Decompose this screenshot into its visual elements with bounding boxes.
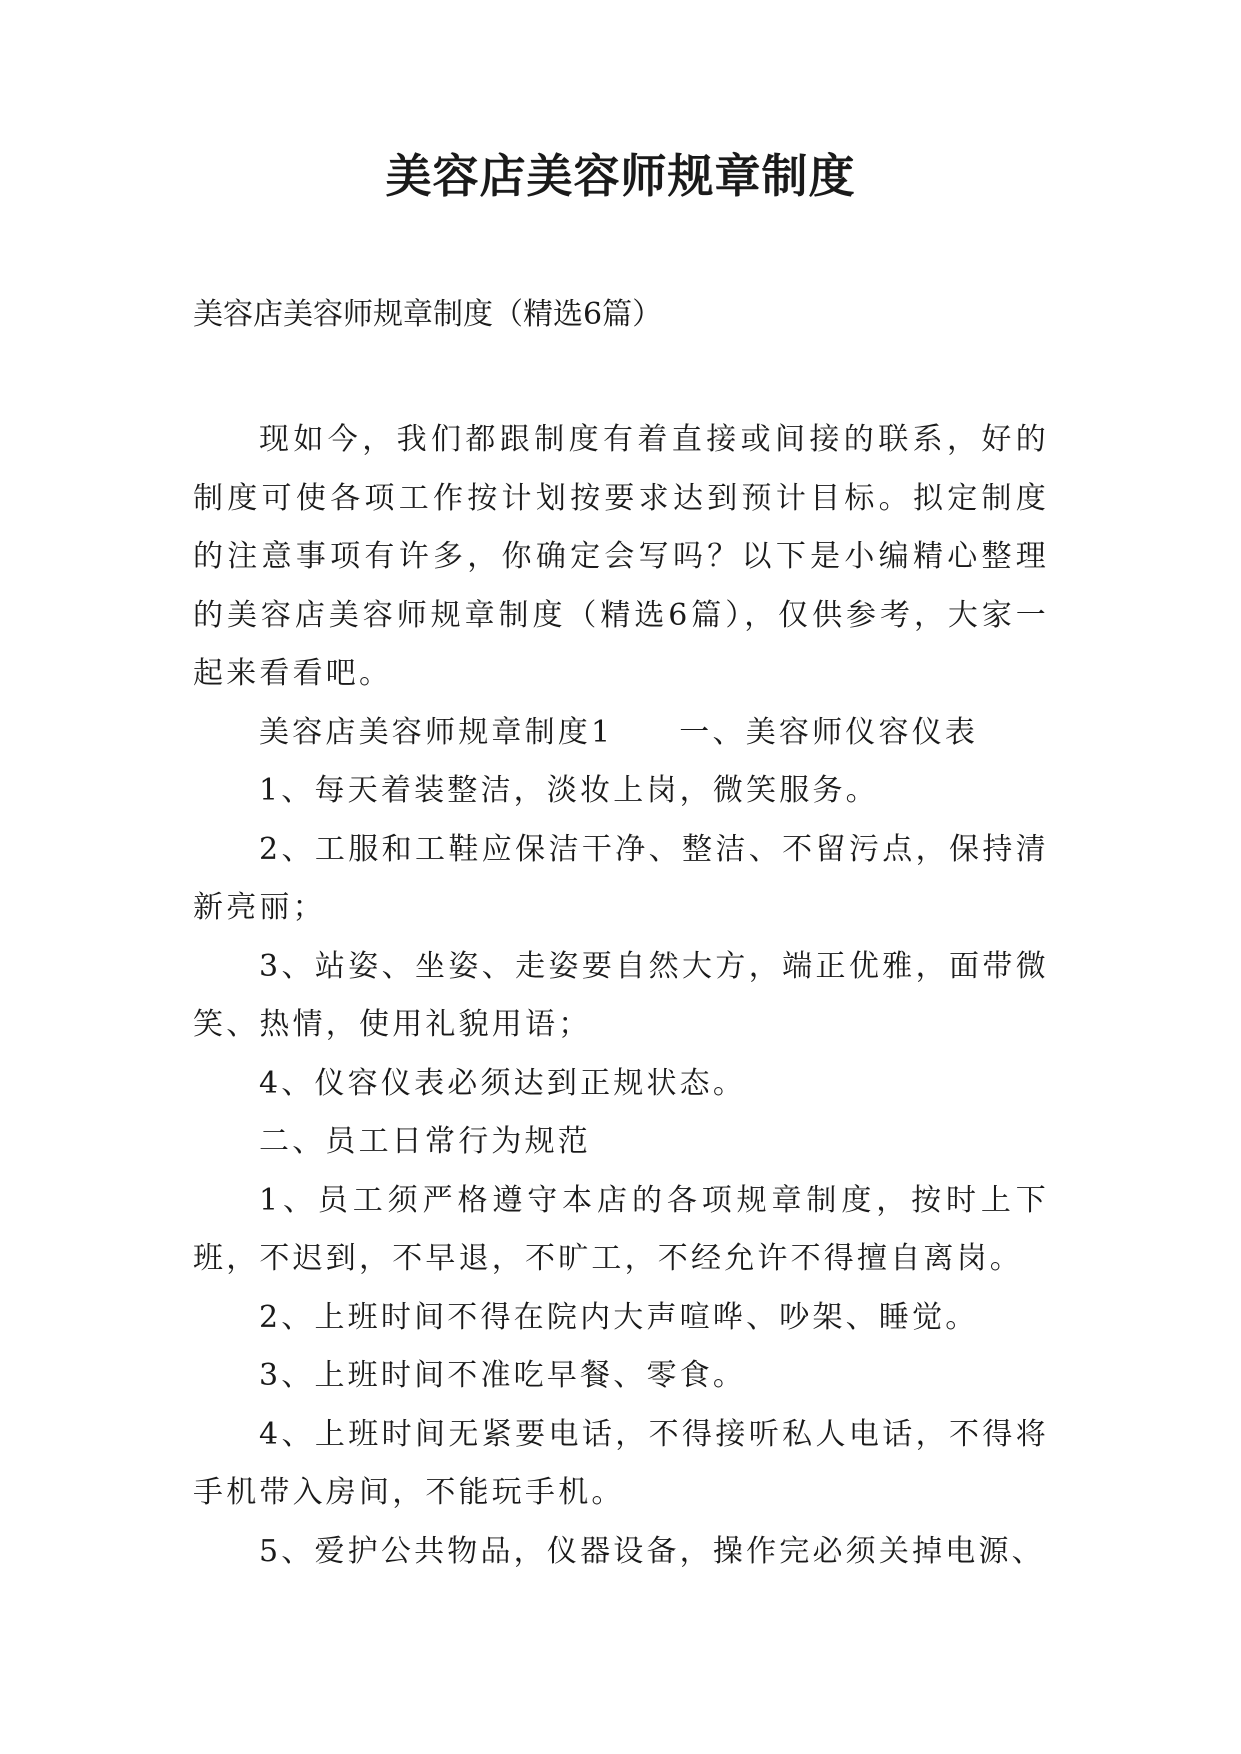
list-item: 4、仪容仪表必须达到正规状态。 bbox=[259, 1065, 747, 1101]
document-subtitle: 美容店美容师规章制度（精选6篇） bbox=[193, 297, 663, 332]
list-item: 3、上班时间不准吃早餐、零食。 bbox=[259, 1358, 747, 1393]
document-body bbox=[193, 411, 1049, 1581]
list-item: 1、员工须严格遵守本店的各项规章制度，按时上下班，不迟到，不早退，不旷工，不经允许不得擅自离岗。 bbox=[193, 1182, 1049, 1276]
list-item: 2、上班时间不得在院内大声喧哗、吵架、睡觉。 bbox=[259, 1299, 979, 1335]
document-title: 美容店美容师规章制度 bbox=[385, 149, 856, 203]
section-heading: 二、员工日常行为规范 bbox=[259, 1124, 591, 1159]
section1-part1-heading: 一、美容师仪容仪表 bbox=[679, 714, 979, 750]
list-item: 2、工服和工鞋应保洁干净、整洁、不留污点，保持清新亮丽； bbox=[193, 831, 1049, 925]
list-item: 1、每天着装整洁，淡妆上岗，微笑服务。 bbox=[259, 773, 879, 808]
list-item: 4、上班时间无紧要电话，不得接听私人电话，不得将手机带入房间，不能玩手机。 bbox=[193, 1416, 1049, 1510]
section-heading-line bbox=[193, 704, 1049, 763]
list-item: 3、站姿、坐姿、走姿要自然大方，端正优雅，面带微笑、热情，使用礼貌用语； bbox=[193, 948, 1049, 1042]
section1-heading: 美容店美容师规章制度1 bbox=[259, 714, 614, 750]
list-item: 5、爱护公共物品，仪器设备，操作完必须关掉电源、 bbox=[259, 1533, 1045, 1569]
intro-paragraph: 现如今，我们都跟制度有着直接或间接的联系，好的制度可使各项工作按计划按要求达到预计目标。拟定制度的注意事项有许多，你确定会写吗？以下是小编精心整理的美容店美容师规章制度（精选6篇），仅供参考，大家一起来看看吧。 bbox=[193, 422, 1049, 691]
